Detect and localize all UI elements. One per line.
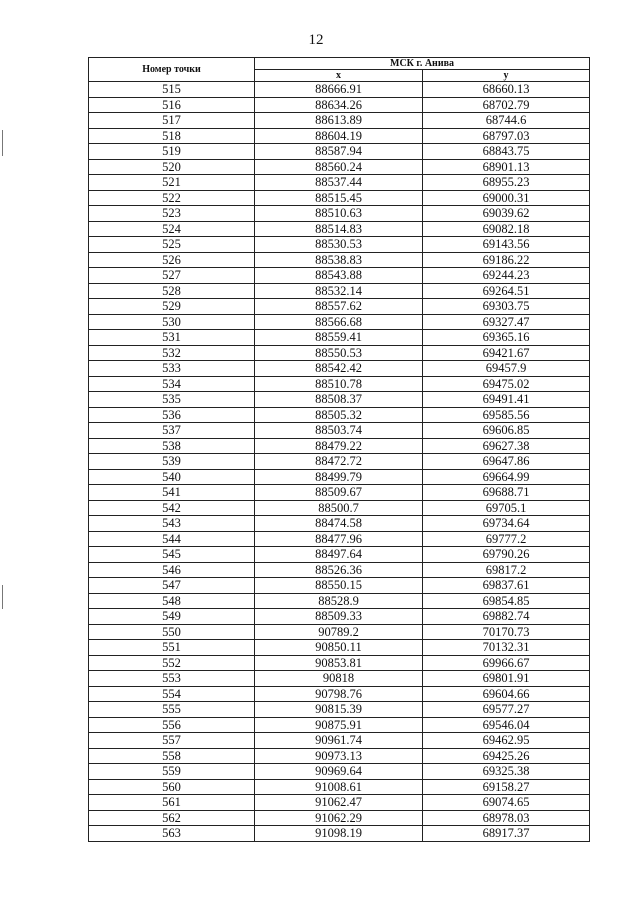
- y-coordinate-cell: 68843.75: [423, 144, 590, 160]
- x-coordinate-cell: 88509.67: [255, 485, 423, 501]
- x-coordinate-cell: 88528.9: [255, 593, 423, 609]
- table-row: [89, 268, 590, 284]
- x-coordinate-cell: 88559.41: [255, 330, 423, 346]
- point-number-cell: 560: [89, 779, 255, 795]
- x-coordinate-cell: 90798.76: [255, 686, 423, 702]
- x-coordinate-cell: 88509.33: [255, 609, 423, 625]
- table-row: [89, 686, 590, 702]
- y-coordinate-cell: 69421.67: [423, 345, 590, 361]
- y-coordinate-cell: 69327.47: [423, 314, 590, 330]
- point-number-cell: 534: [89, 376, 255, 392]
- point-number-cell: 533: [89, 361, 255, 377]
- table-row: [89, 407, 590, 423]
- table-row: [89, 190, 590, 206]
- point-number-cell: 518: [89, 128, 255, 144]
- y-coordinate-cell: 69039.62: [423, 206, 590, 222]
- x-coordinate-cell: 88604.19: [255, 128, 423, 144]
- table-row: [89, 454, 590, 470]
- point-number-cell: 540: [89, 469, 255, 485]
- y-coordinate-cell: 68702.79: [423, 97, 590, 113]
- y-coordinate-cell: 68797.03: [423, 128, 590, 144]
- table-row: [89, 733, 590, 749]
- y-coordinate-cell: 69462.95: [423, 733, 590, 749]
- table-row: [89, 779, 590, 795]
- x-coordinate-cell: 88634.26: [255, 97, 423, 113]
- point-number-cell: 555: [89, 702, 255, 718]
- y-coordinate-cell: 69604.66: [423, 686, 590, 702]
- table-row: [89, 376, 590, 392]
- y-coordinate-cell: 69817.2: [423, 562, 590, 578]
- y-coordinate-cell: 69475.02: [423, 376, 590, 392]
- x-coordinate-cell: 88543.88: [255, 268, 423, 284]
- table-row: [89, 717, 590, 733]
- y-coordinate-cell: 68978.03: [423, 810, 590, 826]
- table-row: [89, 283, 590, 299]
- page-number: 12: [308, 32, 324, 48]
- point-number-cell: 548: [89, 593, 255, 609]
- y-coordinate-cell: 69491.41: [423, 392, 590, 408]
- y-coordinate-cell: 69186.22: [423, 252, 590, 268]
- x-coordinate-cell: 88474.58: [255, 516, 423, 532]
- table-row: [89, 345, 590, 361]
- table-row: [89, 485, 590, 501]
- point-number-cell: 553: [89, 671, 255, 687]
- scan-margin-mark: [2, 130, 3, 156]
- x-coordinate-cell: 88613.89: [255, 113, 423, 129]
- table-row: [89, 175, 590, 191]
- point-number-cell: 538: [89, 438, 255, 454]
- point-number-cell: 531: [89, 330, 255, 346]
- table-row: [89, 671, 590, 687]
- table-row: [89, 314, 590, 330]
- y-coordinate-cell: 69790.26: [423, 547, 590, 563]
- y-coordinate-cell: 69882.74: [423, 609, 590, 625]
- x-coordinate-cell: 88477.96: [255, 531, 423, 547]
- y-coordinate-cell: 69074.65: [423, 795, 590, 811]
- point-number-cell: 543: [89, 516, 255, 532]
- x-coordinate-cell: 88537.44: [255, 175, 423, 191]
- table-row: [89, 593, 590, 609]
- x-coordinate-cell: 90969.64: [255, 764, 423, 780]
- x-coordinate-cell: 88538.83: [255, 252, 423, 268]
- x-coordinate-cell: 88505.32: [255, 407, 423, 423]
- x-coordinate-cell: 91098.19: [255, 826, 423, 842]
- x-coordinate-cell: 88514.83: [255, 221, 423, 237]
- table-row: [89, 500, 590, 516]
- point-number-cell: 526: [89, 252, 255, 268]
- y-coordinate-cell: 69734.64: [423, 516, 590, 532]
- y-coordinate-cell: 69425.26: [423, 748, 590, 764]
- x-coordinate-cell: 88550.15: [255, 578, 423, 594]
- y-coordinate-cell: 68744.6: [423, 113, 590, 129]
- point-number-cell: 516: [89, 97, 255, 113]
- point-number-cell: 520: [89, 159, 255, 175]
- table-row: [89, 221, 590, 237]
- x-coordinate-cell: 88526.36: [255, 562, 423, 578]
- table-row: [89, 640, 590, 656]
- point-number-cell: 517: [89, 113, 255, 129]
- point-number-cell: 541: [89, 485, 255, 501]
- y-coordinate-cell: 69158.27: [423, 779, 590, 795]
- point-number-cell: 537: [89, 423, 255, 439]
- x-coordinate-cell: 90853.81: [255, 655, 423, 671]
- x-coordinate-cell: 88510.63: [255, 206, 423, 222]
- coordinates-table: [88, 57, 590, 842]
- table-row: [89, 810, 590, 826]
- y-coordinate-cell: 69365.16: [423, 330, 590, 346]
- table-row: [89, 423, 590, 439]
- point-number-cell: 554: [89, 686, 255, 702]
- y-coordinate-cell: 69000.31: [423, 190, 590, 206]
- y-coordinate-cell: 68901.13: [423, 159, 590, 175]
- x-coordinate-cell: 88500.7: [255, 500, 423, 516]
- point-number-cell: 525: [89, 237, 255, 253]
- y-coordinate-cell: 69606.85: [423, 423, 590, 439]
- table-row: [89, 159, 590, 175]
- table-row: [89, 826, 590, 842]
- point-number-cell: 559: [89, 764, 255, 780]
- x-coordinate-cell: 88566.68: [255, 314, 423, 330]
- y-coordinate-cell: 68660.13: [423, 82, 590, 98]
- table-row: [89, 702, 590, 718]
- point-number-cell: 558: [89, 748, 255, 764]
- point-number-cell: 522: [89, 190, 255, 206]
- y-coordinate-cell: 69664.99: [423, 469, 590, 485]
- x-coordinate-cell: 88472.72: [255, 454, 423, 470]
- x-coordinate-cell: 88560.24: [255, 159, 423, 175]
- x-coordinate-cell: 90973.13: [255, 748, 423, 764]
- point-number-cell: 549: [89, 609, 255, 625]
- table-row: [89, 237, 590, 253]
- coordinate-system-header: МСК г. Анива: [255, 58, 590, 70]
- x-coordinate-cell: 91062.29: [255, 810, 423, 826]
- point-number-cell: 530: [89, 314, 255, 330]
- x-coordinate-cell: 88497.64: [255, 547, 423, 563]
- point-number-cell: 551: [89, 640, 255, 656]
- table-row: [89, 795, 590, 811]
- y-coordinate-cell: 70170.73: [423, 624, 590, 640]
- point-number-cell: 532: [89, 345, 255, 361]
- table-row: [89, 392, 590, 408]
- y-coordinate-cell: 69325.38: [423, 764, 590, 780]
- y-coordinate-cell: 69688.71: [423, 485, 590, 501]
- x-coordinate-cell: 88503.74: [255, 423, 423, 439]
- table-row: [89, 531, 590, 547]
- x-coordinate-cell: 88515.45: [255, 190, 423, 206]
- x-coordinate-cell: 88666.91: [255, 82, 423, 98]
- point-number-cell: 544: [89, 531, 255, 547]
- point-number-header: Номер точки: [89, 58, 255, 82]
- point-number-cell: 562: [89, 810, 255, 826]
- point-number-cell: 521: [89, 175, 255, 191]
- point-number-cell: 529: [89, 299, 255, 315]
- y-coordinate-cell: 69082.18: [423, 221, 590, 237]
- point-number-cell: 546: [89, 562, 255, 578]
- x-coordinate-cell: 88557.62: [255, 299, 423, 315]
- table-row: [89, 438, 590, 454]
- point-number-cell: 557: [89, 733, 255, 749]
- table-row: [89, 82, 590, 98]
- y-coordinate-cell: 69585.56: [423, 407, 590, 423]
- point-number-cell: 523: [89, 206, 255, 222]
- x-coordinate-cell: 91008.61: [255, 779, 423, 795]
- table-row: [89, 97, 590, 113]
- table-row: [89, 624, 590, 640]
- point-number-cell: 524: [89, 221, 255, 237]
- x-coordinate-cell: 91062.47: [255, 795, 423, 811]
- table-row: [89, 252, 590, 268]
- table-body: [89, 82, 590, 842]
- point-number-cell: 519: [89, 144, 255, 160]
- y-coordinate-cell: 69244.23: [423, 268, 590, 284]
- y-coordinate-cell: 68955.23: [423, 175, 590, 191]
- point-number-cell: 542: [89, 500, 255, 516]
- x-coordinate-cell: 88542.42: [255, 361, 423, 377]
- point-number-cell: 527: [89, 268, 255, 284]
- point-number-cell: 528: [89, 283, 255, 299]
- x-coordinate-cell: 90789.2: [255, 624, 423, 640]
- x-coordinate-cell: 90850.11: [255, 640, 423, 656]
- x-coordinate-cell: 88479.22: [255, 438, 423, 454]
- table-row: [89, 113, 590, 129]
- x-coordinate-cell: 88508.37: [255, 392, 423, 408]
- y-coordinate-cell: 70132.31: [423, 640, 590, 656]
- x-coordinate-cell: 88587.94: [255, 144, 423, 160]
- y-coordinate-cell: 69647.86: [423, 454, 590, 470]
- x-coordinate-cell: 90818: [255, 671, 423, 687]
- point-number-cell: 563: [89, 826, 255, 842]
- point-number-cell: 561: [89, 795, 255, 811]
- table-row: [89, 655, 590, 671]
- point-number-cell: 556: [89, 717, 255, 733]
- x-coordinate-cell: 88532.14: [255, 283, 423, 299]
- table-row: [89, 299, 590, 315]
- point-number-cell: 535: [89, 392, 255, 408]
- table-row: [89, 469, 590, 485]
- point-number-cell: 539: [89, 454, 255, 470]
- point-number-cell: 552: [89, 655, 255, 671]
- x-coordinate-cell: 88530.53: [255, 237, 423, 253]
- table-row: [89, 578, 590, 594]
- table-row: [89, 609, 590, 625]
- table-row: [89, 547, 590, 563]
- y-coordinate-cell: 69546.04: [423, 717, 590, 733]
- y-coordinate-cell: 69837.61: [423, 578, 590, 594]
- point-number-cell: 536: [89, 407, 255, 423]
- table-row: [89, 128, 590, 144]
- y-coordinate-cell: 68917.37: [423, 826, 590, 842]
- y-coordinate-cell: 69577.27: [423, 702, 590, 718]
- y-column-header: y: [423, 70, 590, 82]
- point-number-cell: 515: [89, 82, 255, 98]
- x-coordinate-cell: 90961.74: [255, 733, 423, 749]
- table-row: [89, 144, 590, 160]
- y-coordinate-cell: 69854.85: [423, 593, 590, 609]
- table-row: [89, 361, 590, 377]
- table-row: [89, 206, 590, 222]
- y-coordinate-cell: 69966.67: [423, 655, 590, 671]
- y-coordinate-cell: 69457.9: [423, 361, 590, 377]
- table-row: [89, 764, 590, 780]
- y-coordinate-cell: 69143.56: [423, 237, 590, 253]
- y-coordinate-cell: 69801.91: [423, 671, 590, 687]
- y-coordinate-cell: 69264.51: [423, 283, 590, 299]
- y-coordinate-cell: 69705.1: [423, 500, 590, 516]
- y-coordinate-cell: 69777.2: [423, 531, 590, 547]
- table-row: [89, 330, 590, 346]
- point-number-cell: 550: [89, 624, 255, 640]
- x-coordinate-cell: 88510.78: [255, 376, 423, 392]
- x-column-header: x: [255, 70, 423, 82]
- y-coordinate-cell: 69627.38: [423, 438, 590, 454]
- x-coordinate-cell: 90875.91: [255, 717, 423, 733]
- table-row: [89, 516, 590, 532]
- point-number-cell: 545: [89, 547, 255, 563]
- y-coordinate-cell: 69303.75: [423, 299, 590, 315]
- table-row: [89, 748, 590, 764]
- x-coordinate-cell: 88499.79: [255, 469, 423, 485]
- x-coordinate-cell: 90815.39: [255, 702, 423, 718]
- x-coordinate-cell: 88550.53: [255, 345, 423, 361]
- table-row: [89, 562, 590, 578]
- point-number-cell: 547: [89, 578, 255, 594]
- scan-margin-mark: [2, 585, 3, 609]
